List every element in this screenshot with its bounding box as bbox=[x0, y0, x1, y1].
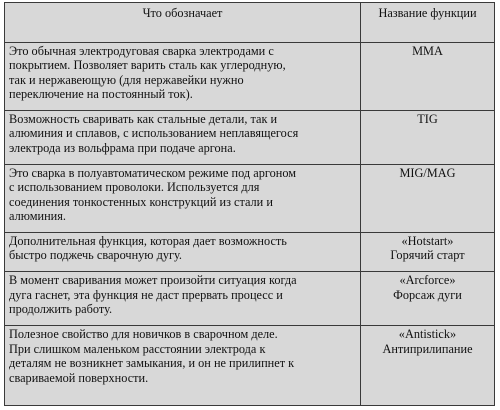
description-line: Это обычная электродуговая сварка электродами с bbox=[9, 44, 274, 58]
description-line: так и нержавеющую (для нержавейки нужно bbox=[9, 72, 244, 87]
table-row bbox=[5, 326, 495, 406]
description-line: Полезное свойство для новичков в сварочном деле. bbox=[9, 327, 278, 342]
table-row bbox=[5, 43, 495, 111]
description-line: продолжить работу. bbox=[9, 302, 113, 317]
description-line: быстро поджечь сварочную дугу. bbox=[9, 248, 183, 263]
table-row bbox=[5, 110, 495, 164]
function-name-line: MIG/MAG bbox=[399, 166, 456, 181]
description-line: с использованием проволоки. Используется для bbox=[9, 180, 260, 195]
table-row bbox=[5, 232, 495, 271]
function-name-line: «Antistick» bbox=[398, 327, 457, 342]
description-line: дуга гаснет, эта функция не даст прервать процесс и bbox=[9, 287, 283, 302]
function-name-line: TIG bbox=[417, 111, 438, 126]
description-line: покрытием. Позволяет варить сталь как углеродную, bbox=[9, 58, 286, 73]
row-function-name bbox=[361, 110, 495, 164]
row-description bbox=[5, 43, 361, 111]
row-function-name bbox=[361, 232, 495, 271]
row-function-name bbox=[361, 43, 495, 111]
table-header-row bbox=[5, 3, 495, 43]
row-function-name bbox=[361, 272, 495, 326]
welding-functions-table bbox=[4, 2, 495, 406]
description-line: электрода из вольфрама при подаче аргона. bbox=[9, 140, 236, 155]
function-name-line: MMA bbox=[412, 44, 443, 58]
table-row bbox=[5, 165, 495, 233]
description-line: Это сварка в полуавтоматическом режиме под аргоном bbox=[9, 166, 297, 181]
function-name-line: «Arcforce» bbox=[399, 273, 456, 288]
description-line: Дополнительная функция, которая дает возможность bbox=[9, 233, 287, 248]
header-function-name: Название функции bbox=[361, 3, 495, 43]
description-line: свариваемой поверхности. bbox=[9, 370, 149, 385]
row-description bbox=[5, 165, 361, 233]
description-line: алюминия. bbox=[9, 209, 66, 224]
function-name-line: Горячий старт bbox=[390, 248, 465, 263]
table-row bbox=[5, 272, 495, 326]
row-description bbox=[5, 110, 361, 164]
row-function-name bbox=[361, 326, 495, 406]
row-description bbox=[5, 326, 361, 406]
header-description: Что обозначает bbox=[5, 3, 361, 43]
description-line: переключение на постоянный ток). bbox=[9, 87, 193, 102]
row-function-name bbox=[361, 165, 495, 233]
description-line: деталям не возникнет замыкания, и он не прилипнет к bbox=[9, 356, 295, 371]
row-description bbox=[5, 232, 361, 271]
functions-table-container bbox=[4, 2, 494, 406]
description-line: алюминия и сплавов, с использованием неплавящегося bbox=[9, 126, 299, 141]
function-name-line: Антиприлипание bbox=[382, 341, 473, 356]
description-line: соединения тонкостенных конструкций из стали и bbox=[9, 194, 273, 209]
row-description bbox=[5, 272, 361, 326]
function-name-line: «Hotstart» bbox=[401, 233, 454, 248]
description-line: При слишком маленьком расстоянии электрода к bbox=[9, 341, 266, 356]
description-line: Возможность сваривать как стальные детали, так и bbox=[9, 111, 278, 126]
description-line: В момент сваривания может произойти ситуация когда bbox=[9, 273, 297, 288]
function-name-line: Форсаж дуги bbox=[393, 287, 462, 302]
